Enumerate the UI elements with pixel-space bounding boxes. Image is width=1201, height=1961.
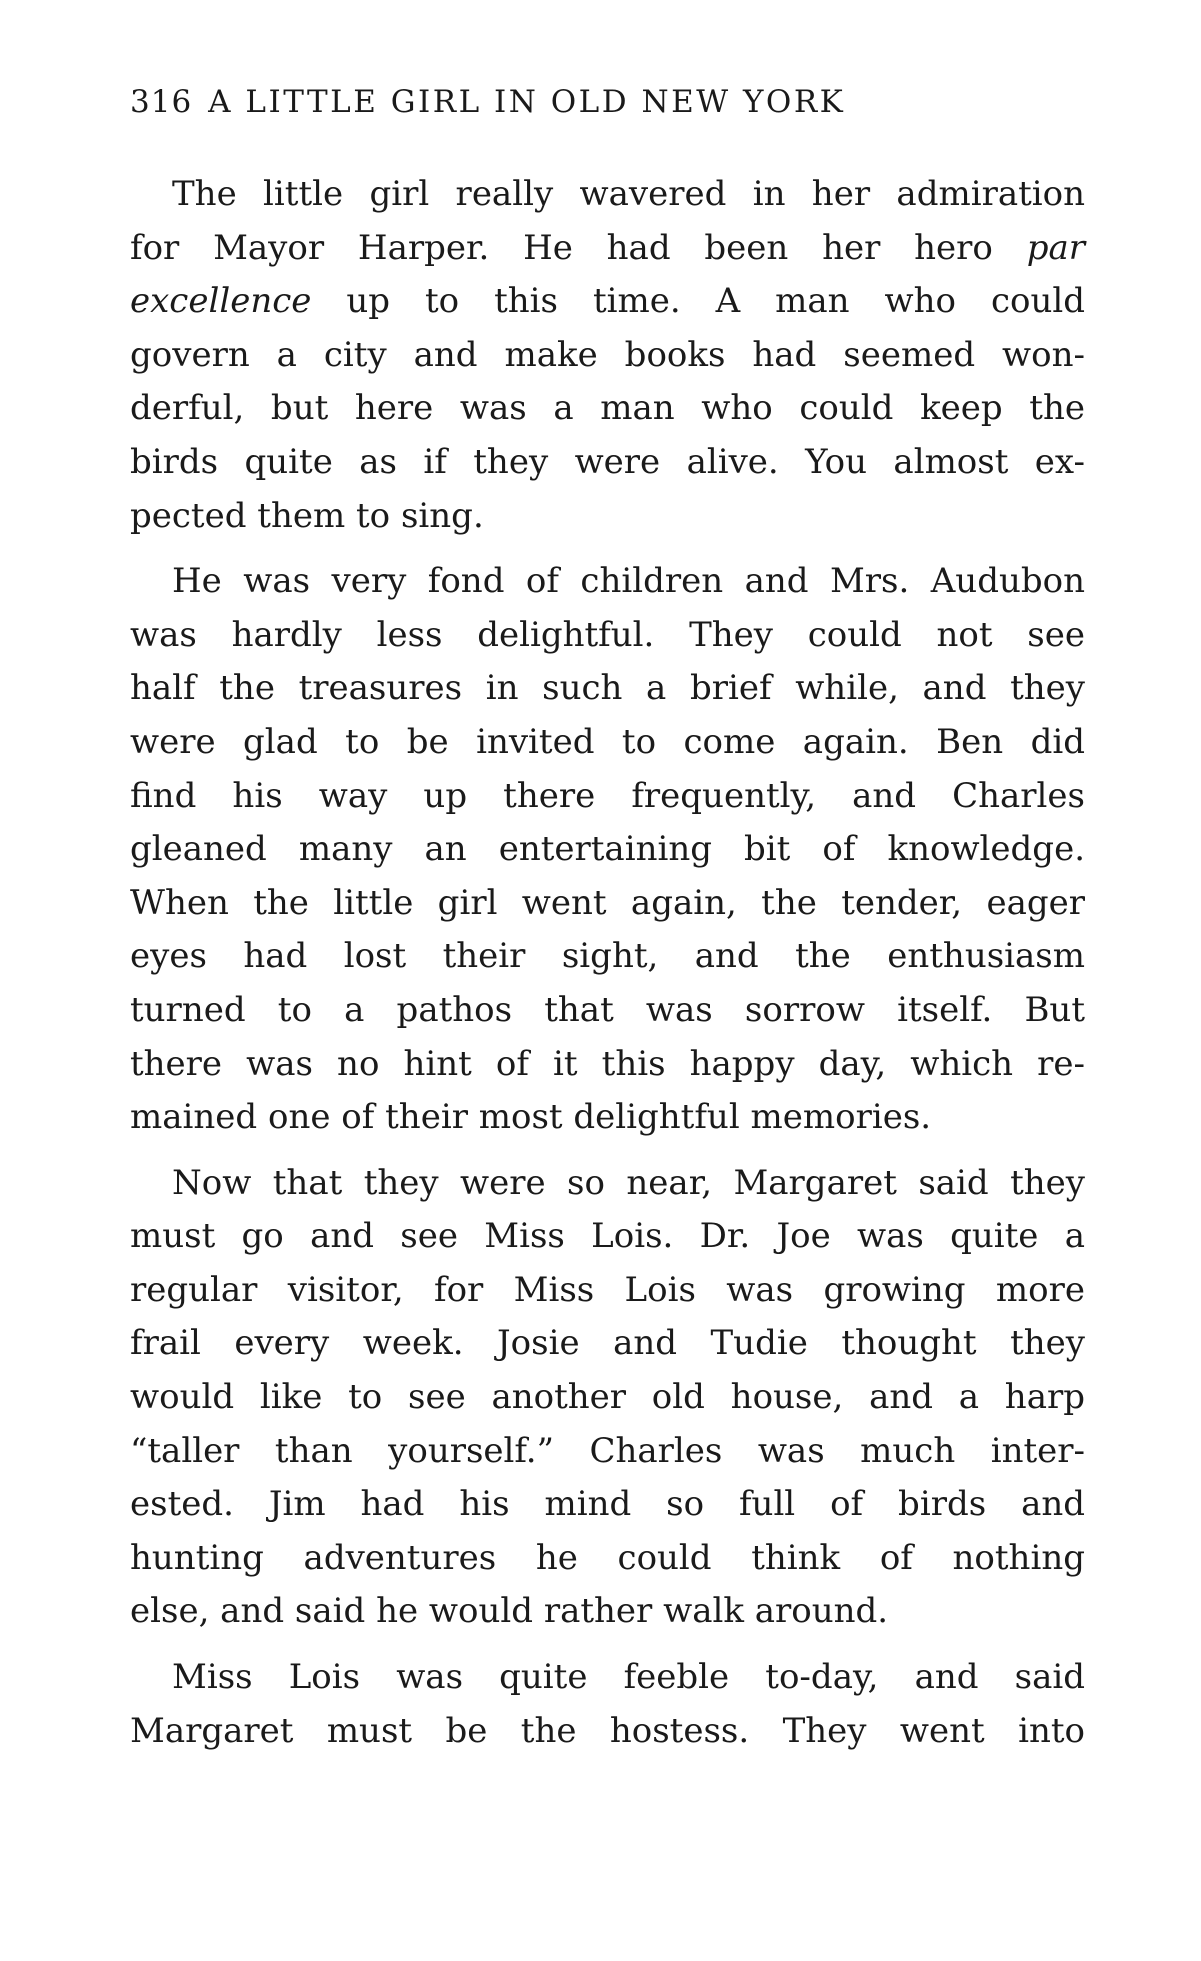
- text-line: gleaned many an entertaining bit of knowledge.: [130, 829, 1085, 870]
- running-title: A LITTLE GIRL IN OLD NEW YORK: [208, 84, 846, 120]
- paragraph-4: [130, 1651, 1085, 1758]
- text-line: Margaret must be the hostess. They went into: [130, 1710, 1085, 1751]
- text-line: “taller than yourself.” Charles was much inter-: [130, 1430, 1085, 1471]
- paragraph-2: [130, 555, 1085, 1145]
- paragraph-3: [130, 1157, 1085, 1639]
- text-line: When the little girl went again, the tender, eager: [130, 882, 1085, 923]
- text-line: birds quite as if they were alive. You almost ex-: [130, 441, 1085, 482]
- text-line: [130, 275, 1085, 329]
- running-header: [130, 82, 1010, 122]
- body-text: [130, 168, 1085, 1770]
- text-line: turned to a pathos that was sorrow itself. But: [130, 989, 1085, 1030]
- text-line: derful, but here was a man who could keep the: [130, 388, 1085, 429]
- text-line: half the treasures in such a brief while, and they: [130, 668, 1085, 709]
- text-line: there was no hint of it this happy day, which re-: [130, 1043, 1085, 1084]
- text-line: regular visitor, for Miss Lois was growing more: [130, 1269, 1085, 1310]
- text-line: mained one of their most delightful memories.: [130, 1097, 932, 1138]
- text-line: would like to see another old house, and a harp: [130, 1377, 1085, 1418]
- text-line: hunting adventures he could think of nothing: [130, 1537, 1085, 1578]
- text-line: Now that they were so near, Margaret said they: [172, 1162, 1085, 1203]
- paragraph-1: [130, 168, 1085, 543]
- text-line: ested. Jim had his mind so full of birds and: [130, 1484, 1085, 1525]
- text-line: The little girl really wavered in her admiration: [172, 174, 1085, 214]
- italic-text: par: [1026, 227, 1085, 268]
- text-line: govern a city and make books had seemed won-: [130, 334, 1085, 375]
- text-line: else, and said he would rather walk around.: [130, 1591, 889, 1632]
- page-number: 316: [130, 84, 193, 120]
- text-line: pected them to sing.: [130, 495, 484, 536]
- text-line: He was very fond of children and Mrs. Audubon: [172, 561, 1085, 602]
- text-segment: up to this time. A man who could: [311, 281, 1085, 322]
- text-line: eyes had lost their sight, and the enthusiasm: [130, 936, 1085, 977]
- text-line: find his way up there frequently, and Charles: [130, 775, 1085, 816]
- text-line: were glad to be invited to come again. Ben did: [130, 721, 1085, 762]
- text-line: Miss Lois was quite feeble to-day, and said: [172, 1657, 1085, 1698]
- text-line: [130, 222, 1085, 276]
- text-segment: for Mayor Harper. He had been her hero: [130, 227, 1027, 268]
- italic-text: excellence: [130, 281, 312, 322]
- text-line: was hardly less delightful. They could not see: [130, 614, 1085, 655]
- text-line: must go and see Miss Lois. Dr. Joe was quite a: [130, 1216, 1085, 1257]
- book-page: [130, 0, 1085, 1961]
- text-line: frail every week. Josie and Tudie thought they: [130, 1323, 1085, 1364]
